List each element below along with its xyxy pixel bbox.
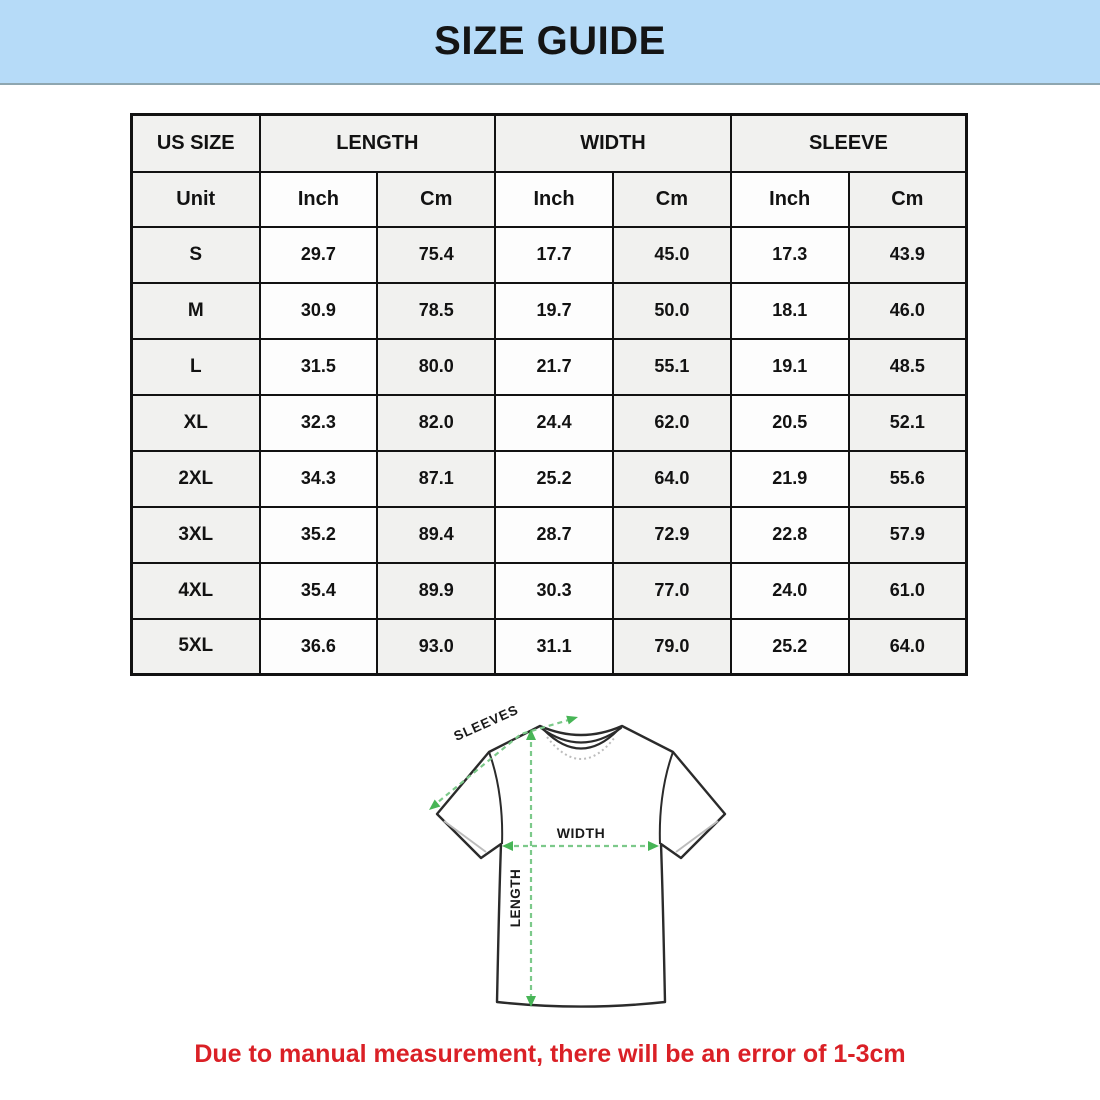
cell-sleeve-cm: 46.0 bbox=[849, 283, 967, 339]
cell-sleeve-cm: 61.0 bbox=[849, 563, 967, 619]
unit-width-cm: Cm bbox=[613, 172, 731, 227]
cell-width-inch: 31.1 bbox=[495, 619, 613, 675]
unit-sleeve-cm: Cm bbox=[849, 172, 967, 227]
sleeve-arrow-left-icon bbox=[429, 800, 440, 811]
col-header-us-size: US SIZE bbox=[132, 115, 260, 172]
size-row-5xl bbox=[132, 619, 967, 675]
size-row-xl bbox=[132, 395, 967, 451]
cell-sleeve-cm: 52.1 bbox=[849, 395, 967, 451]
cell-length-cm: 82.0 bbox=[377, 395, 495, 451]
cell-sleeve-inch: 18.1 bbox=[731, 283, 849, 339]
cell-length-inch: 30.9 bbox=[260, 283, 378, 339]
cell-length-inch: 29.7 bbox=[260, 227, 378, 283]
cell-width-cm: 64.0 bbox=[613, 451, 731, 507]
unit-label: Unit bbox=[132, 172, 260, 227]
cell-sleeve-cm: 64.0 bbox=[849, 619, 967, 675]
cell-sleeve-inch: 20.5 bbox=[731, 395, 849, 451]
cell-length-inch: 32.3 bbox=[260, 395, 378, 451]
cell-length-inch: 35.4 bbox=[260, 563, 378, 619]
cell-size: XL bbox=[132, 395, 260, 451]
size-row-3xl bbox=[132, 507, 967, 563]
measurement-disclaimer: Due to manual measurement, there will be an error of 1-3cm bbox=[194, 1040, 906, 1068]
cell-width-cm: 79.0 bbox=[613, 619, 731, 675]
cell-size: 5XL bbox=[132, 619, 260, 675]
cell-size: 3XL bbox=[132, 507, 260, 563]
cell-length-inch: 34.3 bbox=[260, 451, 378, 507]
cell-size: 2XL bbox=[132, 451, 260, 507]
cell-sleeve-inch: 22.8 bbox=[731, 507, 849, 563]
cell-sleeve-inch: 19.1 bbox=[731, 339, 849, 395]
size-chart-table bbox=[130, 113, 968, 676]
cell-sleeve-inch: 17.3 bbox=[731, 227, 849, 283]
title-bar bbox=[0, 0, 1100, 85]
unit-sleeve-inch: Inch bbox=[731, 172, 849, 227]
tshirt-measurement-diagram bbox=[395, 688, 755, 1048]
cell-sleeve-cm: 57.9 bbox=[849, 507, 967, 563]
col-header-sleeve: SLEEVE bbox=[731, 115, 967, 172]
cell-width-inch: 28.7 bbox=[495, 507, 613, 563]
size-row-s bbox=[132, 227, 967, 283]
cell-size: M bbox=[132, 283, 260, 339]
cell-length-inch: 35.2 bbox=[260, 507, 378, 563]
col-header-length: LENGTH bbox=[260, 115, 496, 172]
cell-length-cm: 87.1 bbox=[377, 451, 495, 507]
cell-size: S bbox=[132, 227, 260, 283]
cell-length-cm: 89.9 bbox=[377, 563, 495, 619]
cell-sleeve-cm: 48.5 bbox=[849, 339, 967, 395]
tshirt-outline bbox=[437, 726, 725, 1007]
cell-width-cm: 77.0 bbox=[613, 563, 731, 619]
unit-length-inch: Inch bbox=[260, 172, 378, 227]
cell-sleeve-inch: 21.9 bbox=[731, 451, 849, 507]
cell-width-cm: 72.9 bbox=[613, 507, 731, 563]
cell-sleeve-cm: 43.9 bbox=[849, 227, 967, 283]
cell-width-inch: 30.3 bbox=[495, 563, 613, 619]
size-row-2xl bbox=[132, 451, 967, 507]
cell-sleeve-inch: 25.2 bbox=[731, 619, 849, 675]
size-row-4xl bbox=[132, 563, 967, 619]
cell-length-cm: 93.0 bbox=[377, 619, 495, 675]
length-label: LENGTH bbox=[508, 868, 523, 928]
page-title: SIZE GUIDE bbox=[434, 19, 666, 63]
sleeve-arrow-right-icon bbox=[566, 716, 578, 725]
size-row-l bbox=[132, 339, 967, 395]
cell-width-inch: 25.2 bbox=[495, 451, 613, 507]
col-header-width: WIDTH bbox=[495, 115, 731, 172]
cell-size: 4XL bbox=[132, 563, 260, 619]
unit-length-cm: Cm bbox=[377, 172, 495, 227]
group-header-row bbox=[132, 115, 967, 172]
cell-sleeve-inch: 24.0 bbox=[731, 563, 849, 619]
cell-sleeve-cm: 55.6 bbox=[849, 451, 967, 507]
cell-size: L bbox=[132, 339, 260, 395]
cell-width-cm: 55.1 bbox=[613, 339, 731, 395]
cell-length-cm: 80.0 bbox=[377, 339, 495, 395]
sleeves-label: SLEEVES bbox=[451, 701, 521, 744]
cell-width-inch: 21.7 bbox=[495, 339, 613, 395]
cell-length-cm: 75.4 bbox=[377, 227, 495, 283]
unit-width-inch: Inch bbox=[495, 172, 613, 227]
cell-length-cm: 78.5 bbox=[377, 283, 495, 339]
unit-header-row bbox=[132, 172, 967, 227]
cell-width-inch: 17.7 bbox=[495, 227, 613, 283]
cell-length-inch: 31.5 bbox=[260, 339, 378, 395]
cell-width-cm: 45.0 bbox=[613, 227, 731, 283]
size-row-m bbox=[132, 283, 967, 339]
cell-width-inch: 19.7 bbox=[495, 283, 613, 339]
cell-length-cm: 89.4 bbox=[377, 507, 495, 563]
cell-width-cm: 50.0 bbox=[613, 283, 731, 339]
cell-length-inch: 36.6 bbox=[260, 619, 378, 675]
width-label: WIDTH bbox=[556, 825, 606, 841]
cell-width-inch: 24.4 bbox=[495, 395, 613, 451]
cell-width-cm: 62.0 bbox=[613, 395, 731, 451]
